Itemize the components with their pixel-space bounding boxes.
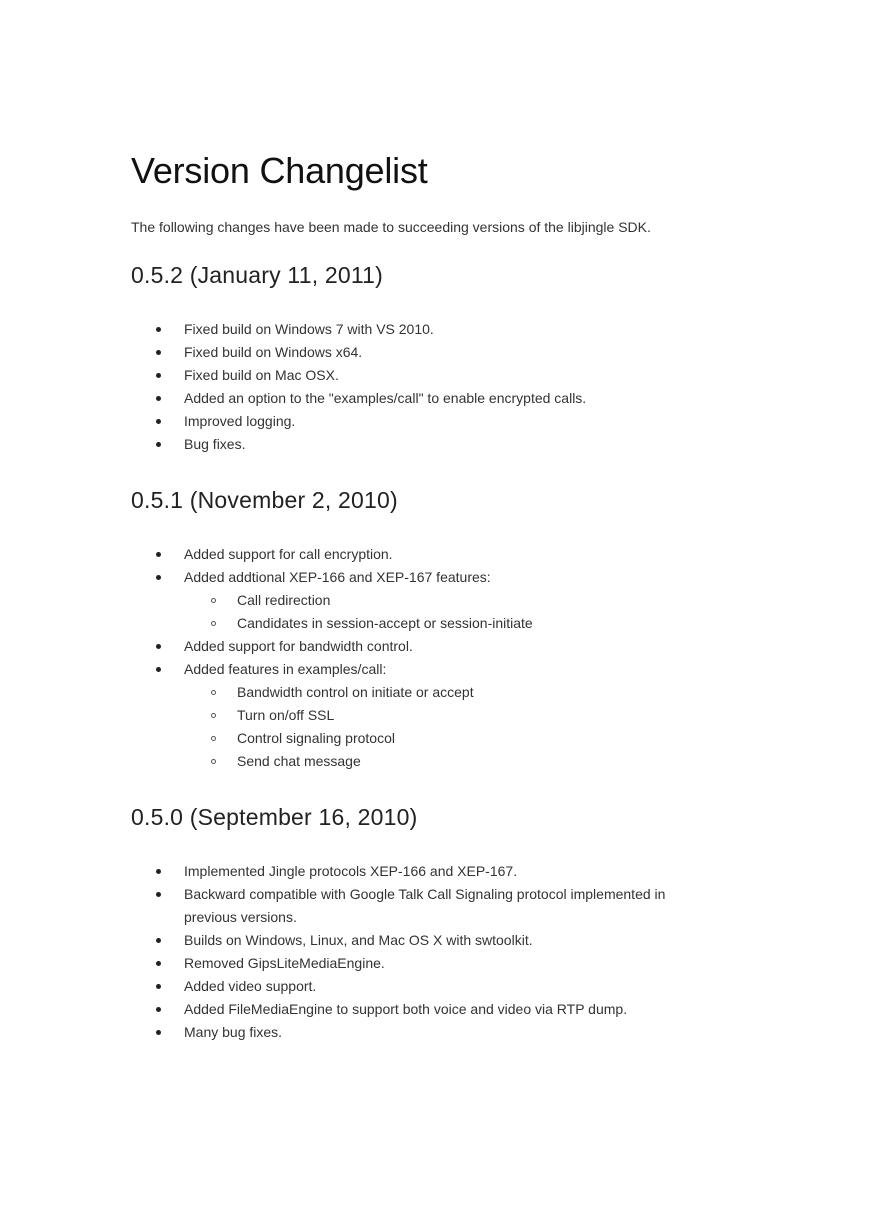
bullet-icon [156, 396, 161, 401]
change-item [131, 975, 704, 998]
version-heading: 0.5.1 (November 2, 2010) [131, 487, 398, 513]
change-item [131, 952, 704, 975]
bullet-icon [156, 1007, 161, 1012]
bullet-icon [156, 552, 161, 557]
change-item-text: Implemented Jingle protocols XEP-166 and XEP-167. [184, 863, 518, 879]
change-item [131, 883, 704, 929]
sub-change-item [184, 704, 704, 727]
change-item-text: Many bug fixes. [184, 1024, 283, 1040]
change-item-text: Fixed build on Windows 7 with VS 2010. [184, 321, 434, 337]
sub-change-item [184, 727, 704, 750]
change-item-text: Added an option to the "examples/call" to enable encrypted calls. [184, 390, 587, 406]
bullet-icon [156, 575, 161, 580]
bullet-icon [156, 327, 161, 332]
change-item-text: Builds on Windows, Linux, and Mac OS X with swtoolkit. [184, 932, 533, 948]
change-item [131, 341, 704, 364]
sub-change-item [184, 750, 704, 773]
change-item-text: Improved logging. [184, 413, 296, 429]
change-item-text: Added addtional XEP-166 and XEP-167 features: [184, 569, 491, 585]
change-item [131, 543, 704, 566]
change-list [131, 318, 731, 456]
version-heading: 0.5.2 (January 11, 2011) [131, 262, 383, 288]
changelog-sections [131, 260, 731, 1044]
intro-text: The following changes have been made to succeeding versions of the libjingle SDK. [131, 219, 651, 235]
circle-bullet-icon [211, 690, 216, 695]
circle-bullet-icon [211, 598, 216, 603]
document-page [131, 146, 731, 1044]
sub-change-item-text: Bandwidth control on initiate or accept [237, 684, 474, 700]
change-item [131, 998, 704, 1021]
bullet-icon [156, 892, 161, 897]
change-item [131, 658, 704, 773]
change-item [131, 1021, 704, 1044]
sub-change-item-text: Call redirection [237, 592, 331, 608]
circle-bullet-icon [211, 713, 216, 718]
bullet-icon [156, 1030, 161, 1035]
change-item [131, 410, 704, 433]
bullet-icon [156, 442, 161, 447]
version-heading: 0.5.0 (September 16, 2010) [131, 804, 418, 830]
bullet-icon [156, 350, 161, 355]
sub-change-item-text: Candidates in session-accept or session-initiate [237, 615, 533, 631]
bullet-icon [156, 961, 161, 966]
sub-change-item-text: Control signaling protocol [237, 730, 395, 746]
bullet-icon [156, 644, 161, 649]
bullet-icon [156, 667, 161, 672]
change-item [131, 566, 704, 635]
circle-bullet-icon [211, 759, 216, 764]
version-section [131, 802, 731, 1044]
change-item-text: Bug fixes. [184, 436, 246, 452]
sub-change-item [184, 612, 704, 635]
bullet-icon [156, 373, 161, 378]
sub-change-list [184, 589, 704, 635]
change-item [131, 364, 704, 387]
sub-change-item [184, 589, 704, 612]
change-item-text: Added video support. [184, 978, 317, 994]
bullet-icon [156, 984, 161, 989]
change-item-text: Backward compatible with Google Talk Call Signaling protocol implemented in previous versions. [184, 886, 666, 925]
change-item [131, 387, 704, 410]
page-title: Version Changelist [131, 150, 428, 191]
sub-change-item-text: Send chat message [237, 753, 361, 769]
sub-change-item-text: Turn on/off SSL [237, 707, 335, 723]
change-item-text: Fixed build on Windows x64. [184, 344, 363, 360]
version-section [131, 260, 731, 456]
change-list [131, 543, 731, 773]
change-item-text: Added FileMediaEngine to support both voice and video via RTP dump. [184, 1001, 628, 1017]
circle-bullet-icon [211, 621, 216, 626]
bullet-icon [156, 419, 161, 424]
circle-bullet-icon [211, 736, 216, 741]
change-item-text: Added features in examples/call: [184, 661, 387, 677]
change-item [131, 318, 704, 341]
change-item-text: Removed GipsLiteMediaEngine. [184, 955, 385, 971]
change-item [131, 433, 704, 456]
bullet-icon [156, 869, 161, 874]
change-item [131, 929, 704, 952]
change-item [131, 860, 704, 883]
change-list [131, 860, 731, 1044]
sub-change-item [184, 681, 704, 704]
change-item-text: Added support for bandwidth control. [184, 638, 413, 654]
change-item [131, 635, 704, 658]
change-item-text: Fixed build on Mac OSX. [184, 367, 339, 383]
bullet-icon [156, 938, 161, 943]
sub-change-list [184, 681, 704, 773]
version-section [131, 485, 731, 773]
change-item-text: Added support for call encryption. [184, 546, 393, 562]
